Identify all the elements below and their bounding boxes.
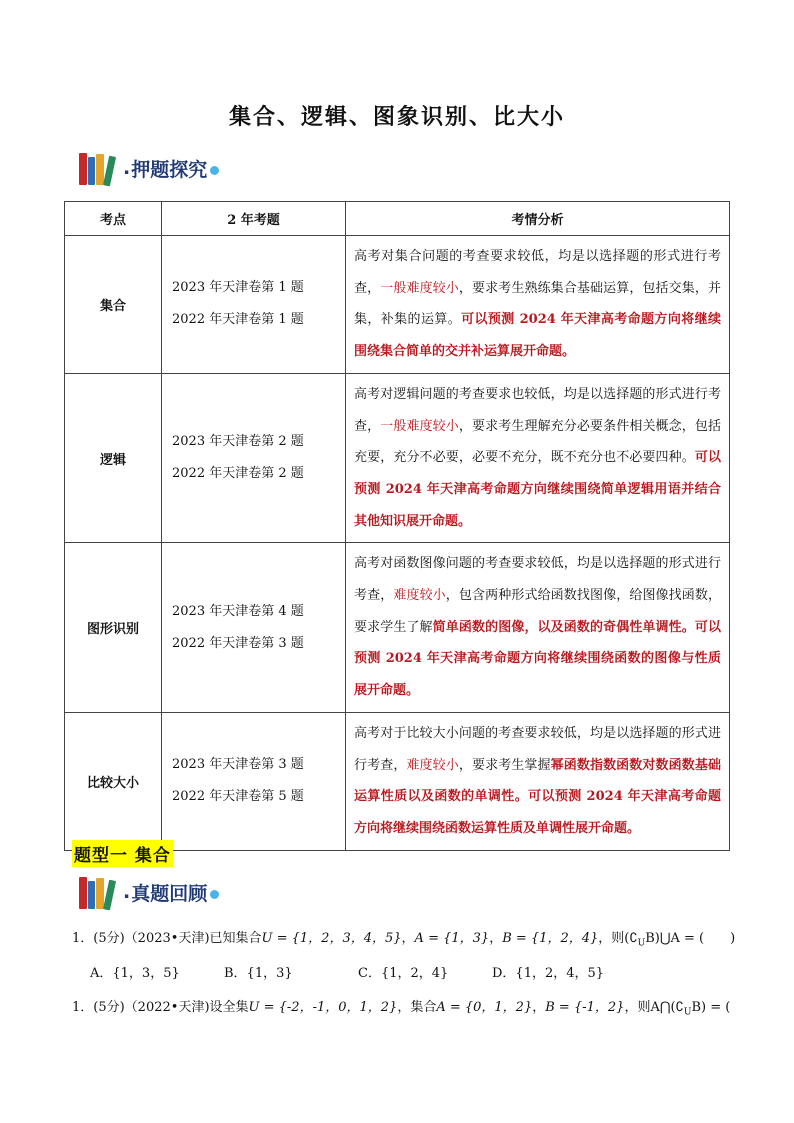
analysis-prediction: 简单函数的图像，以及函数的奇偶性单调性。可以预测 2024 年天津高考命题方向将继续围绕函数的图像与性质展开命题。 bbox=[354, 619, 721, 699]
year-item: 2022 年天津卷第 3 题 bbox=[172, 635, 304, 651]
exam-analysis-table bbox=[64, 201, 730, 851]
question-type-tag: 题型一 集合 bbox=[72, 840, 173, 867]
year-item: 2023 年天津卷第 3 题 bbox=[172, 757, 304, 773]
analysis-text: ，要求考生熟练集合基础运算，包括交集，并集，补集的运算。 bbox=[354, 280, 721, 328]
set-a: A = {1，3} bbox=[414, 931, 490, 946]
year-item: 2023 年天津卷第 4 题 bbox=[172, 603, 304, 619]
header-analysis: 考情分析 bbox=[346, 202, 730, 236]
question-1: 1．(5分)（2023•天津)已知集合U = {1，2，3，4，5}，A = {1，3}，B = {1，2，4}，则$(∁_UB)⋃A$ = ( ) bbox=[72, 931, 736, 949]
analysis-highlight: 一般难度较小 bbox=[380, 280, 459, 296]
year-item: 2022 年天津卷第 1 题 bbox=[172, 312, 304, 328]
option-a[interactable]: A．{1，3，5} bbox=[90, 966, 180, 981]
table-row bbox=[65, 712, 730, 850]
option-d[interactable]: D．{1，2，4，5} bbox=[492, 966, 605, 981]
year-item: 2023 年天津卷第 1 题 bbox=[172, 280, 304, 296]
topic-cell: 逻辑 bbox=[65, 373, 162, 543]
years-cell bbox=[162, 373, 346, 543]
question-expr: ，则(∁ bbox=[598, 931, 638, 946]
topic-cell: 比较大小 bbox=[65, 712, 162, 850]
table-header-row bbox=[65, 202, 730, 236]
analysis-text: ，要求考生掌握 bbox=[458, 757, 551, 773]
year-item: 2022 年天津卷第 2 题 bbox=[172, 466, 304, 482]
years-cell bbox=[162, 236, 346, 374]
table-row bbox=[65, 543, 730, 713]
section-label: 真题回顾 bbox=[131, 882, 208, 905]
set-b: B = {1，2，4} bbox=[502, 931, 599, 946]
analysis-prediction: 可以预测 2024 年天津高考命题方向将继续围绕集合简单的交并补运算展开命题。 bbox=[354, 312, 721, 360]
question-stem: 1．(5分)（2023•天津)已知集合 bbox=[72, 931, 262, 946]
analysis-text: 高考对逻辑问题的考查要求也较低，均是以选择题的形式进行考查， bbox=[354, 386, 721, 434]
analysis-cell bbox=[346, 236, 730, 374]
header-years: 2 年考题 bbox=[162, 202, 346, 236]
option-b[interactable]: B．{1，3} bbox=[224, 966, 293, 981]
years-cell bbox=[162, 543, 346, 713]
section-header-explore: . 押题探究 bbox=[77, 150, 219, 186]
table-row bbox=[65, 236, 730, 374]
question-expr: ，则A⋂(∁ bbox=[624, 1000, 684, 1015]
set-a: A = {0，1，2} bbox=[436, 1000, 533, 1015]
books-icon bbox=[77, 875, 121, 909]
analysis-text: 高考对函数图像问题的考查要求较低，均是以选择题的形式进行考查， bbox=[354, 556, 721, 604]
page-title: 集合、逻辑、图象识别、比大小 bbox=[228, 104, 565, 130]
analysis-highlight: 一般难度较小 bbox=[380, 418, 459, 434]
section-header-review: . 真题回顾 bbox=[77, 874, 219, 910]
dot-icon bbox=[210, 890, 219, 899]
topic-cell: 集合 bbox=[65, 236, 162, 374]
question-expr: B) = ( bbox=[691, 1000, 731, 1015]
analysis-cell bbox=[346, 543, 730, 713]
question-stem: 1．(5分)（2022•天津)设全集 bbox=[72, 1000, 249, 1015]
analysis-cell bbox=[346, 373, 730, 543]
year-item: 2022 年天津卷第 5 题 bbox=[172, 789, 304, 805]
analysis-prediction: 可以预测 2024 年天津高考命题方向继续围绕简单逻辑用语并结合其他知识展开命题。 bbox=[354, 450, 721, 529]
analysis-highlight: 难度较小 bbox=[393, 588, 446, 604]
question-text: ，集合 bbox=[397, 1000, 437, 1015]
complement-subscript: U bbox=[683, 1007, 692, 1018]
years-cell bbox=[162, 712, 346, 850]
dot-icon bbox=[210, 166, 219, 175]
analysis-text: ，包含两种形式给函数找图像，给图像找函数，要求学生了解 bbox=[354, 588, 721, 635]
analysis-text: 高考对于比较大小问题的考查要求较低，均是以选择题的形式进行考查， bbox=[354, 725, 721, 773]
question-2: 1．(5分)（2022•天津)设全集U = {-2，-1，0，1，2}，集合A = {0，1，2}，B = {-1，2}，则$A⋂(∁_UB)$ = ( bbox=[72, 1000, 731, 1018]
analysis-cell bbox=[346, 712, 730, 850]
header-topic: 考点 bbox=[65, 202, 162, 236]
analysis-prediction: 幂函数指数函数对数函数基础运算性质以及函数的单调性。可以预测 2024 年天津高考命题方向将继续围绕函数运算性质及单调性展开命题。 bbox=[354, 757, 721, 836]
options bbox=[90, 962, 626, 981]
analysis-text: ，要求考生理解充分必要条件相关概念，包括充要，充分不必要，必要不充分，既不充分也不必要四种。 bbox=[354, 418, 721, 466]
section-label: 押题探究 bbox=[131, 158, 208, 181]
analysis-highlight: 难度较小 bbox=[406, 757, 459, 773]
analysis-text: 高考对集合问题的考查要求较低，均是以选择题的形式进行考查， bbox=[354, 249, 721, 296]
set-u: U = {1，2，3，4，5} bbox=[261, 931, 402, 946]
year-item: 2023 年天津卷第 2 题 bbox=[172, 434, 304, 450]
set-b: B = {-1，2} bbox=[545, 1000, 625, 1015]
question-expr: B)⋃A = ( ) bbox=[645, 931, 736, 946]
topic-cell: 图形识别 bbox=[65, 543, 162, 713]
option-c[interactable]: C．{1，2，4} bbox=[358, 966, 449, 981]
books-icon bbox=[77, 151, 121, 185]
table-row bbox=[65, 373, 730, 543]
set-u: U = {-2，-1，0，1，2} bbox=[248, 1000, 398, 1015]
complement-subscript: U bbox=[637, 938, 646, 949]
